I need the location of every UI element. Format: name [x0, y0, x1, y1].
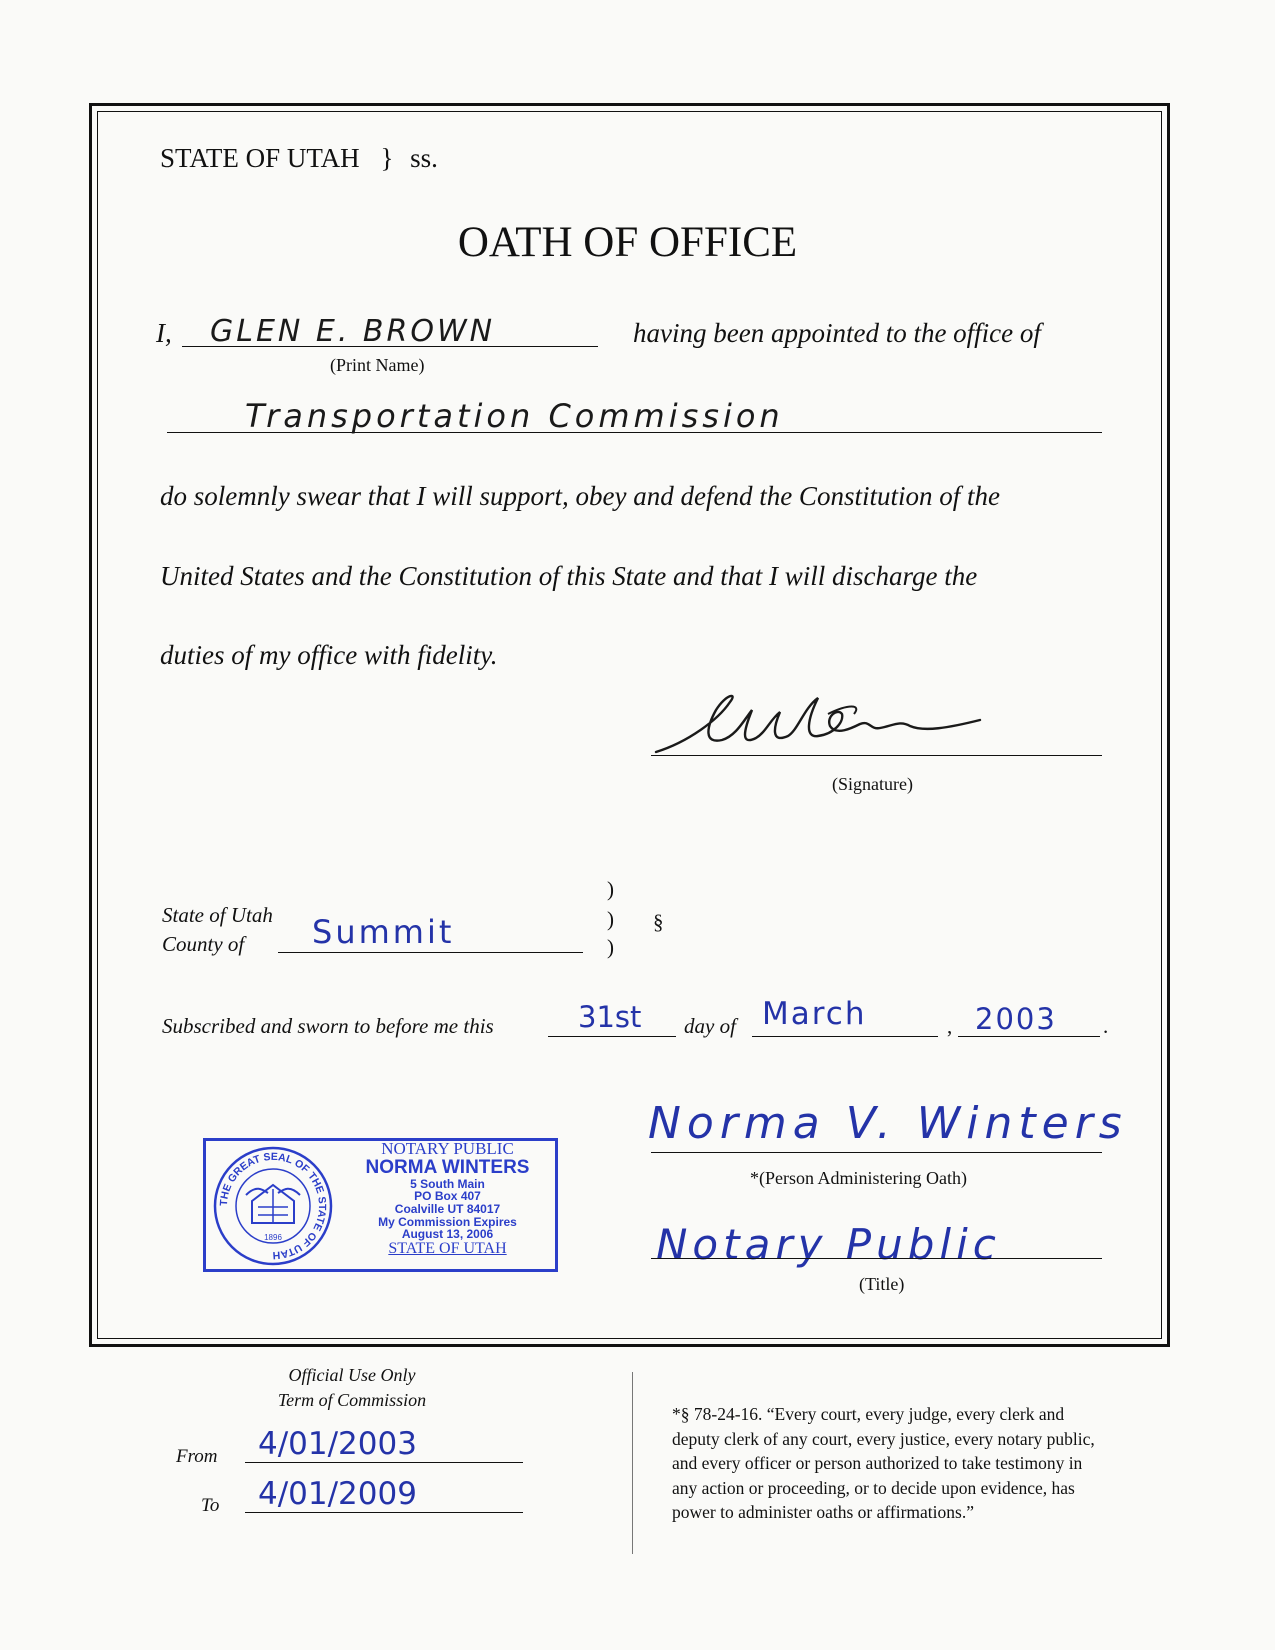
name-field: GLEN E. BROWN — [210, 314, 496, 349]
title-line — [651, 1258, 1102, 1259]
footnote-line-5: power to administer oaths or affirmations.” — [672, 1502, 974, 1522]
stamp-address-2: PO Box 407 — [414, 1189, 481, 1204]
oath-pronoun: I, — [156, 318, 172, 348]
paren-3: ) — [607, 935, 614, 959]
day-of-text: day of — [684, 1014, 736, 1038]
title-field: Notary Public — [656, 1220, 1001, 1269]
notary-stamp-text — [345, 1140, 550, 1258]
appointed-text: having been appointed to the office of — [633, 318, 1041, 348]
stamp-address-1: 5 South Main — [410, 1176, 485, 1191]
from-line — [245, 1462, 523, 1463]
venue-header — [160, 143, 438, 174]
oath-body-line-2: United States and the Constitution of this State and that I will discharge the — [160, 561, 978, 591]
office-field: Transportation Commission — [245, 397, 784, 435]
year-line — [958, 1036, 1100, 1037]
stamp-expires-date: August 13, 2006 — [401, 1227, 494, 1242]
venue-brace: } — [380, 143, 394, 173]
stamp-state: STATE OF UTAH — [388, 1239, 507, 1257]
day-line — [548, 1036, 676, 1037]
to-label: To — [201, 1495, 220, 1516]
section-symbol: § — [653, 910, 664, 934]
administering-signature: Norma V. Winters — [648, 1098, 1128, 1149]
signature-line — [651, 755, 1102, 756]
from-field: 4/01/2003 — [258, 1426, 417, 1462]
paren-1: ) — [607, 877, 614, 901]
administering-line — [651, 1152, 1102, 1153]
title-caption: (Title) — [859, 1274, 905, 1294]
stamp-notary-public: NOTARY PUBLIC — [381, 1139, 514, 1158]
signature-caption: (Signature) — [832, 774, 913, 794]
month-field: March — [762, 996, 867, 1032]
stamp-expires: My Commission Expires — [378, 1214, 517, 1229]
paren-2: ) — [607, 907, 614, 931]
seal-year: 1896 — [264, 1233, 282, 1242]
month-line — [752, 1036, 938, 1037]
footnote-line-1: *§ 78-24-16. “Every court, every judge, every clerk and — [672, 1404, 1065, 1424]
stamp-address-3: Coalville UT 84017 — [394, 1201, 501, 1216]
year-field: 2003 — [975, 1002, 1057, 1036]
officer-signature — [648, 690, 1018, 760]
oath-body-line-1: do solemnly swear that I will support, obey and defend the Constitution of the — [160, 481, 1000, 511]
page-title: OATH OF OFFICE — [457, 219, 798, 266]
day-field: 31st — [578, 1000, 642, 1034]
stamp-notary-name: NORMA WINTERS — [365, 1156, 530, 1178]
venue-ss: ss. — [410, 143, 438, 173]
footnote-line-2: deputy clerk of any court, every justice, every notary public, — [672, 1428, 1095, 1449]
county-field: Summit — [312, 913, 455, 951]
state-seal-icon — [212, 1145, 334, 1267]
footnote-line-3: and every officer or person authorized to take testimony in — [672, 1453, 1083, 1473]
sworn-prefix: Subscribed and sworn to before me this — [162, 1014, 494, 1038]
footnote-line-4: any action or proceeding, or to decide upon evidence, has — [672, 1477, 1075, 1498]
official-use-heading: Official Use Only — [288, 1365, 416, 1385]
to-line — [245, 1512, 523, 1513]
sworn-comma: , — [947, 1014, 953, 1038]
from-label: From — [176, 1446, 218, 1467]
sworn-period: . — [1103, 1014, 1109, 1038]
statute-footnote — [672, 1402, 1095, 1525]
term-heading: Term of Commission — [277, 1390, 427, 1410]
venue-state: STATE OF UTAH — [160, 143, 360, 173]
print-name-caption: (Print Name) — [330, 355, 425, 375]
county-line — [278, 952, 583, 953]
footer-divider — [632, 1372, 633, 1554]
administering-caption: *(Person Administering Oath) — [750, 1168, 967, 1188]
jurisdiction-state: State of Utah — [162, 903, 273, 927]
county-label: County of — [162, 932, 245, 956]
oath-body-line-3: duties of my office with fidelity. — [160, 640, 498, 670]
seal-ring-text: THE GREAT SEAL OF THE STATE OF UTAH — [217, 1150, 329, 1262]
to-field: 4/01/2009 — [258, 1476, 417, 1512]
